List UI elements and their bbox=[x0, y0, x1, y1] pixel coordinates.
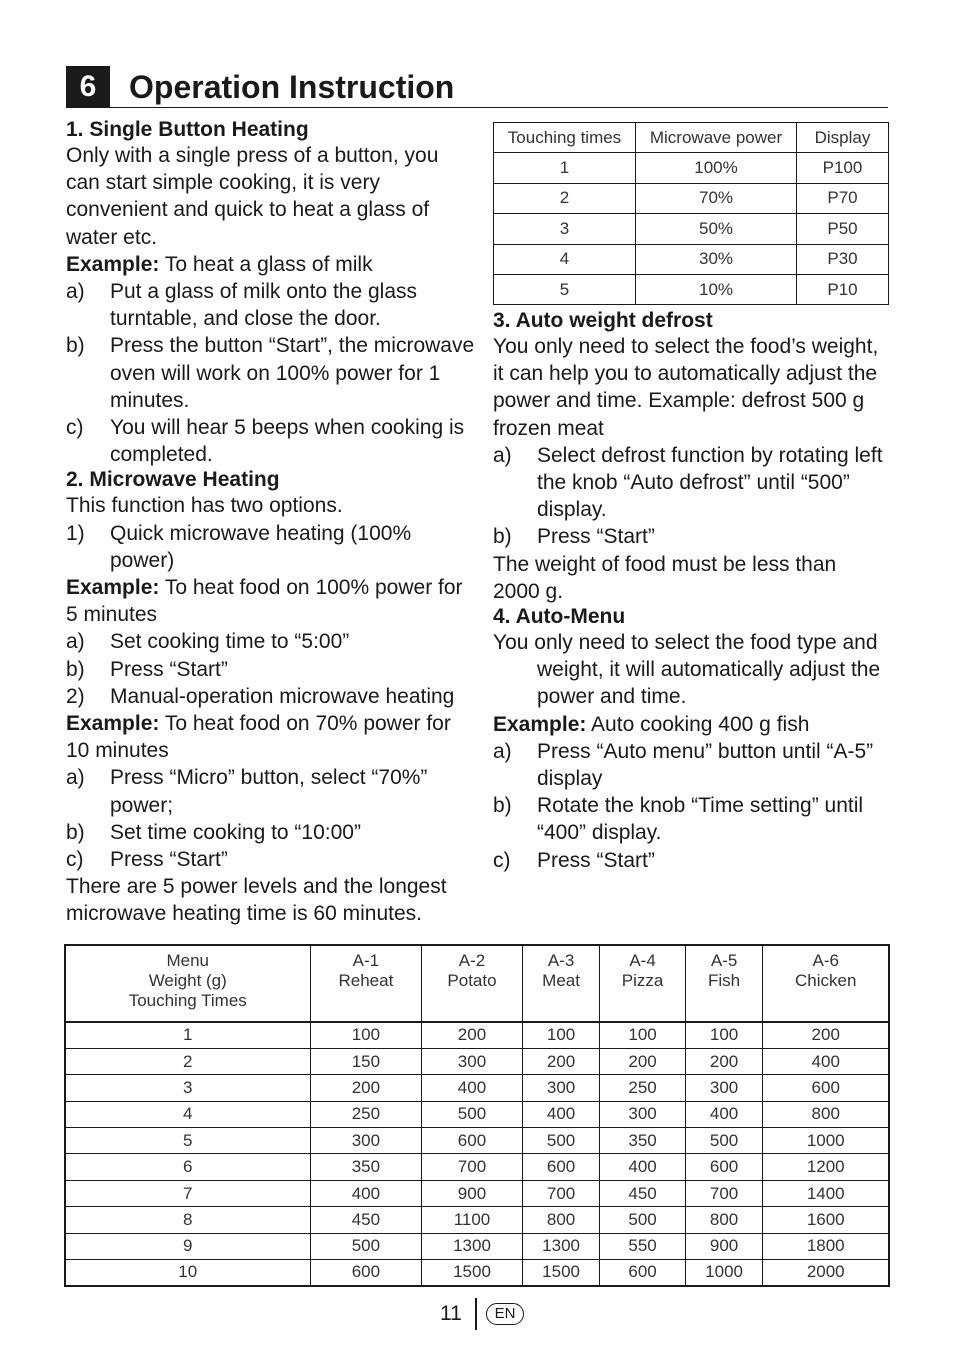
list-text: Press “Start” bbox=[537, 848, 655, 872]
table-cell: 900 bbox=[685, 1233, 763, 1259]
table-cell: 450 bbox=[310, 1207, 422, 1233]
table-cell: 300 bbox=[522, 1075, 600, 1101]
table-row bbox=[65, 1260, 889, 1286]
table-cell: 200 bbox=[522, 1048, 600, 1074]
auto-menu-table bbox=[64, 944, 890, 1287]
menu-name: Pizza bbox=[621, 971, 664, 990]
list-text: Manual-operation microwave heating bbox=[110, 684, 455, 708]
table-cell: 300 bbox=[600, 1101, 685, 1127]
list-marker: 2) bbox=[66, 684, 85, 708]
table-cell: 350 bbox=[310, 1154, 422, 1180]
table-cell: 70% bbox=[636, 183, 797, 213]
example-text: To heat food on 70% power for 10 minutes bbox=[66, 712, 451, 763]
menu-name: Reheat bbox=[338, 971, 394, 990]
list-text: Press “Start” bbox=[110, 657, 228, 681]
example-label: Example: bbox=[66, 576, 160, 600]
table-cell: 1300 bbox=[422, 1233, 522, 1259]
example-text: To heat a glass of milk bbox=[159, 252, 373, 276]
section-3-note: The weight of food must be less than 2000 g. bbox=[493, 552, 837, 603]
table-cell: 1400 bbox=[763, 1180, 889, 1206]
table-header-cell: Touching times bbox=[494, 123, 636, 153]
table-header-cell: Microwave power bbox=[636, 123, 797, 153]
table-header-cell bbox=[310, 945, 422, 1022]
table-cell: 300 bbox=[422, 1048, 522, 1074]
table-row bbox=[494, 214, 889, 244]
menu-name: Potato bbox=[447, 971, 497, 990]
table-cell: 1000 bbox=[685, 1260, 763, 1286]
section-2-footer: There are 5 power levels and the longest microwave heating time is 60 minutes. bbox=[66, 875, 447, 926]
table-cell: 2000 bbox=[763, 1260, 889, 1286]
table-header-cell bbox=[600, 945, 685, 1022]
table-row bbox=[65, 1075, 889, 1101]
table-cell: 600 bbox=[310, 1260, 422, 1286]
menu-code: A-1 bbox=[352, 951, 380, 970]
table-cell: 350 bbox=[600, 1128, 685, 1154]
table-header-cell bbox=[522, 945, 600, 1022]
table-cell: 600 bbox=[600, 1260, 685, 1286]
table-cell: 100 bbox=[685, 1022, 763, 1048]
table-cell: 500 bbox=[600, 1207, 685, 1233]
list-item bbox=[66, 819, 476, 846]
table-cell: 4 bbox=[494, 244, 636, 274]
list-item bbox=[66, 846, 476, 873]
table-row bbox=[65, 1048, 889, 1074]
table-cell: 100% bbox=[636, 153, 797, 183]
table-cell: 200 bbox=[422, 1022, 522, 1048]
table-cell: 600 bbox=[763, 1075, 889, 1101]
corner-label-weight: Weight (g) bbox=[148, 971, 227, 990]
table-header-cell bbox=[422, 945, 522, 1022]
table-row bbox=[494, 153, 889, 183]
table-cell: 1200 bbox=[763, 1154, 889, 1180]
table-cell: 150 bbox=[310, 1048, 422, 1074]
table-cell: 600 bbox=[685, 1154, 763, 1180]
list-text: Press “Auto menu” button until “A-5” display bbox=[537, 739, 874, 791]
section-1-text: Only with a single press of a button, you can start simple cooking, it is very convenient and quick to heat a glass of water etc. bbox=[66, 144, 439, 249]
list-text: Set cooking time to “5:00” bbox=[110, 630, 350, 654]
table-cell: 400 bbox=[422, 1075, 522, 1101]
example-label: Example: bbox=[66, 712, 160, 736]
list-text: Press “Micro” button, select “70%” power; bbox=[110, 766, 428, 817]
table-header-cell: Display bbox=[797, 123, 889, 153]
list-text: Press “Start” bbox=[110, 848, 228, 872]
table-cell: 400 bbox=[685, 1101, 763, 1127]
list-marker: b) bbox=[66, 334, 85, 358]
table-header-cell bbox=[763, 945, 889, 1022]
table-cell: 450 bbox=[600, 1180, 685, 1206]
table-cell: 1500 bbox=[422, 1260, 522, 1286]
table-row bbox=[65, 1128, 889, 1154]
table-cell: 1600 bbox=[763, 1207, 889, 1233]
table-cell: 200 bbox=[763, 1022, 889, 1048]
menu-code: A-5 bbox=[710, 951, 738, 970]
table-cell: 700 bbox=[522, 1180, 600, 1206]
table-row bbox=[494, 183, 889, 213]
section-3-heading: 3. Auto weight defrost bbox=[493, 309, 713, 332]
list-marker: a) bbox=[66, 766, 85, 790]
table-cell: 5 bbox=[65, 1128, 310, 1154]
table-row bbox=[494, 244, 889, 274]
table-cell: P100 bbox=[797, 153, 889, 183]
table-cell: 300 bbox=[310, 1128, 422, 1154]
table-cell: 500 bbox=[522, 1128, 600, 1154]
table-cell: 100 bbox=[310, 1022, 422, 1048]
menu-code: A-4 bbox=[629, 951, 656, 970]
table-cell: P30 bbox=[797, 244, 889, 274]
page-title: Operation Instruction bbox=[129, 69, 455, 105]
menu-code: A-3 bbox=[547, 951, 575, 970]
corner-label-touching: Touching Times bbox=[128, 991, 247, 1010]
section-4-heading: 4. Auto-Menu bbox=[493, 605, 626, 629]
menu-code: A-6 bbox=[812, 951, 839, 970]
page-number: 11 bbox=[440, 1302, 462, 1325]
section-2-example-1 bbox=[66, 574, 476, 628]
section-1-heading: 1. Single Button Heating bbox=[66, 118, 309, 141]
list-item bbox=[66, 414, 476, 468]
power-table bbox=[493, 122, 889, 305]
list-item bbox=[66, 520, 476, 574]
list-marker: c) bbox=[66, 848, 84, 872]
table-cell: 600 bbox=[522, 1154, 600, 1180]
table-cell: 800 bbox=[522, 1207, 600, 1233]
table-cell: 300 bbox=[685, 1075, 763, 1101]
list-item bbox=[66, 656, 476, 683]
menu-code: A-2 bbox=[458, 951, 486, 970]
table-cell: 800 bbox=[685, 1207, 763, 1233]
section-2-heading: 2. Microwave Heating bbox=[66, 468, 280, 492]
table-cell: 250 bbox=[310, 1101, 422, 1127]
table-row bbox=[65, 1154, 889, 1180]
list-marker: c) bbox=[66, 416, 84, 440]
list-item bbox=[66, 683, 476, 710]
table-cell: 1 bbox=[494, 153, 636, 183]
list-marker: b) bbox=[66, 820, 85, 844]
table-cell: 2 bbox=[65, 1048, 310, 1074]
table-cell: 6 bbox=[65, 1154, 310, 1180]
menu-name: Fish bbox=[708, 971, 741, 990]
table-cell: 700 bbox=[422, 1154, 522, 1180]
table-row bbox=[65, 1180, 889, 1206]
list-item bbox=[66, 332, 476, 414]
table-corner-cell bbox=[65, 945, 310, 1022]
list-text: You will hear 5 beeps when cooking is completed. bbox=[110, 416, 465, 467]
table-cell: 500 bbox=[422, 1101, 522, 1127]
list-marker: a) bbox=[493, 739, 512, 763]
table-cell: P50 bbox=[797, 214, 889, 244]
section-4-text: You only need to select the food type and weight, it will automatically adjust the power and time. bbox=[493, 631, 881, 709]
list-text: Quick microwave heating (100% power) bbox=[110, 521, 412, 572]
table-cell: P70 bbox=[797, 183, 889, 213]
table-cell: 200 bbox=[685, 1048, 763, 1074]
table-cell: 600 bbox=[422, 1128, 522, 1154]
section-2-example-2 bbox=[66, 710, 476, 764]
list-item bbox=[493, 792, 888, 846]
table-cell: 400 bbox=[310, 1180, 422, 1206]
table-cell: 2 bbox=[494, 183, 636, 213]
table-cell: 1800 bbox=[763, 1233, 889, 1259]
example-text: To heat food on 100% power for 5 minutes bbox=[66, 576, 463, 627]
section-1-example bbox=[66, 251, 476, 278]
table-cell: 400 bbox=[763, 1048, 889, 1074]
table-cell: 10% bbox=[636, 274, 797, 304]
example-text: Auto cooking 400 g fish bbox=[586, 712, 810, 736]
right-column bbox=[493, 309, 888, 874]
table-cell: 5 bbox=[494, 274, 636, 304]
table-row bbox=[65, 1101, 889, 1127]
table-header-row bbox=[65, 945, 889, 1022]
list-item bbox=[493, 442, 888, 524]
list-item bbox=[493, 738, 888, 792]
auto-menu-table-body bbox=[65, 1022, 889, 1286]
table-header-row bbox=[494, 123, 889, 153]
table-cell: 3 bbox=[65, 1075, 310, 1101]
table-cell: 400 bbox=[600, 1154, 685, 1180]
table-cell: 400 bbox=[522, 1101, 600, 1127]
table-cell: 500 bbox=[310, 1233, 422, 1259]
table-cell: 4 bbox=[65, 1101, 310, 1127]
list-marker: 1) bbox=[66, 521, 85, 545]
example-label: Example: bbox=[493, 712, 587, 736]
section-number: 6 bbox=[66, 66, 110, 108]
corner-label-menu: Menu bbox=[166, 951, 210, 970]
section-2-text: This function has two options. bbox=[66, 494, 343, 518]
section-4-example bbox=[493, 711, 888, 738]
table-cell: 1 bbox=[65, 1022, 310, 1048]
list-text: Press the button “Start”, the microwave oven will work on 100% power for 1 minutes. bbox=[110, 334, 475, 412]
list-marker: a) bbox=[66, 630, 85, 654]
table-header-cell bbox=[685, 945, 763, 1022]
table-cell: 8 bbox=[65, 1207, 310, 1233]
table-cell: 1300 bbox=[522, 1233, 600, 1259]
table-cell: 3 bbox=[494, 214, 636, 244]
table-row bbox=[65, 1233, 889, 1259]
table-cell: 550 bbox=[600, 1233, 685, 1259]
table-row bbox=[494, 274, 889, 304]
list-marker: b) bbox=[66, 657, 85, 681]
list-marker: c) bbox=[493, 848, 511, 872]
table-cell: 7 bbox=[65, 1180, 310, 1206]
menu-name: Meat bbox=[542, 971, 580, 990]
list-text: Put a glass of milk onto the glass turntable, and close the door. bbox=[110, 280, 417, 331]
table-cell: 100 bbox=[600, 1022, 685, 1048]
table-cell: 100 bbox=[522, 1022, 600, 1048]
table-cell: 1100 bbox=[422, 1207, 522, 1233]
table-cell: 10 bbox=[65, 1260, 310, 1286]
table-cell: 500 bbox=[685, 1128, 763, 1154]
table-cell: 30% bbox=[636, 244, 797, 274]
list-item bbox=[66, 278, 476, 332]
table-cell: 800 bbox=[763, 1101, 889, 1127]
menu-name: Chicken bbox=[795, 971, 857, 990]
list-text: Rotate the knob “Time setting” until “400” display. bbox=[537, 794, 864, 845]
list-marker: a) bbox=[493, 443, 512, 467]
language-badge: EN bbox=[486, 1303, 524, 1325]
list-text: Press “Start” bbox=[537, 525, 655, 549]
section-header bbox=[66, 66, 888, 108]
section-3-text: You only need to select the food’s weight, it can help you to automatically adjust the power and time. Example: defrost 500 g frozen meat bbox=[493, 335, 879, 440]
table-cell: 700 bbox=[685, 1180, 763, 1206]
list-item bbox=[493, 523, 888, 550]
table-cell: 9 bbox=[65, 1233, 310, 1259]
list-item bbox=[66, 628, 476, 655]
table-row bbox=[65, 1207, 889, 1233]
list-item bbox=[493, 847, 888, 874]
list-marker: a) bbox=[66, 280, 85, 304]
footer-divider bbox=[475, 1298, 477, 1330]
list-text: Select defrost function by rotating left the knob “Auto defrost” until “500” display. bbox=[537, 443, 883, 522]
example-label: Example: bbox=[66, 252, 160, 276]
table-cell: 900 bbox=[422, 1180, 522, 1206]
table-cell: 50% bbox=[636, 214, 797, 244]
table-cell: 200 bbox=[310, 1075, 422, 1101]
table-cell: 1000 bbox=[763, 1128, 889, 1154]
table-cell: 1500 bbox=[522, 1260, 600, 1286]
list-marker: b) bbox=[493, 794, 512, 818]
list-item bbox=[66, 764, 476, 818]
left-column bbox=[66, 118, 476, 928]
table-cell: P10 bbox=[797, 274, 889, 304]
table-cell: 250 bbox=[600, 1075, 685, 1101]
table-row bbox=[65, 1022, 889, 1048]
list-text: Set time cooking to “10:00” bbox=[110, 820, 361, 844]
list-marker: b) bbox=[493, 525, 512, 549]
table-cell: 200 bbox=[600, 1048, 685, 1074]
